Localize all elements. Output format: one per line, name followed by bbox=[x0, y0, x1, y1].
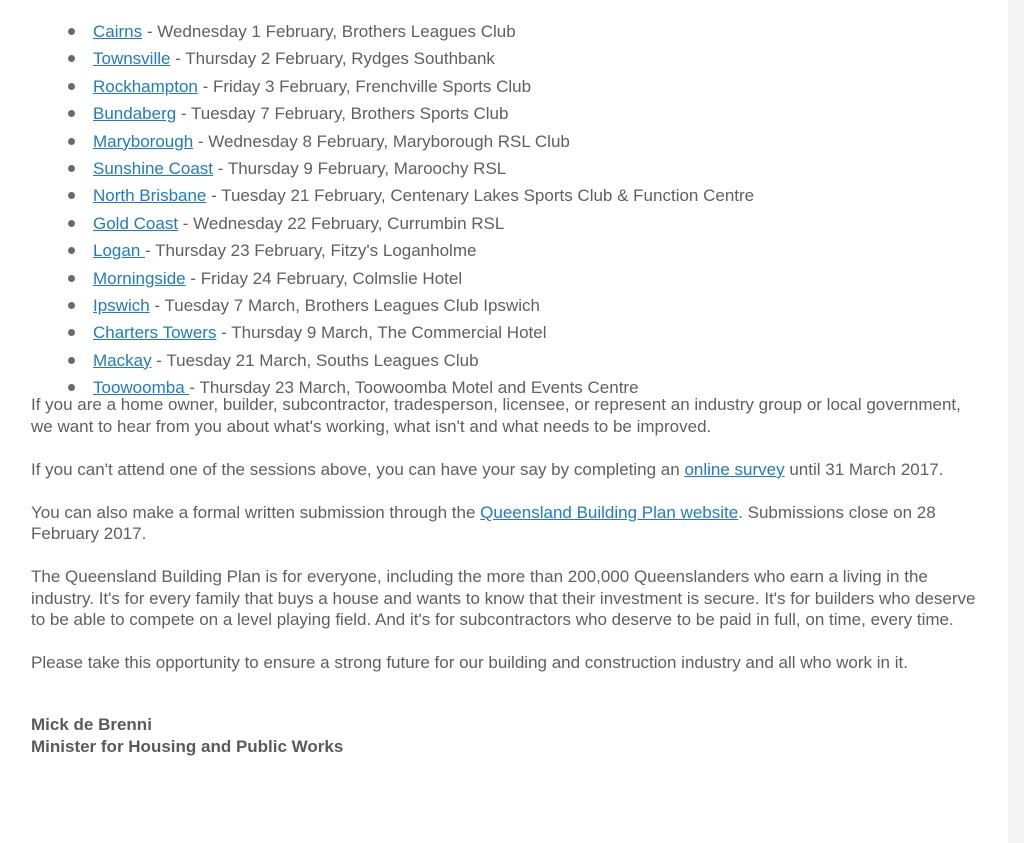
session-item bbox=[31, 128, 991, 155]
session-link-toowoomba[interactable]: Toowoomba bbox=[93, 378, 190, 398]
session-link-townsville[interactable]: Townsville bbox=[93, 49, 171, 69]
session-item bbox=[31, 182, 991, 209]
session-details: - Thursday 2 February, Rydges Southbank bbox=[170, 49, 495, 69]
submission-deadline-text: . Submissions close on 28 February 2017. bbox=[31, 502, 936, 544]
session-item bbox=[31, 45, 991, 72]
survey-paragraph bbox=[31, 459, 981, 481]
session-item bbox=[31, 292, 991, 319]
bullet-icon bbox=[68, 329, 75, 336]
session-item bbox=[31, 155, 991, 182]
session-link-gold-coast[interactable]: Gold Coast bbox=[93, 213, 179, 233]
session-details: - Thursday 9 February, Maroochy RSL bbox=[213, 158, 507, 178]
signature-title: Minister for Housing and Public Works bbox=[31, 736, 344, 756]
session-link-logan[interactable]: Logan bbox=[93, 241, 145, 261]
session-details: - Wednesday 1 February, Brothers Leagues Club bbox=[142, 22, 516, 41]
spacer bbox=[31, 480, 991, 502]
spacer bbox=[31, 674, 991, 714]
session-details: - Tuesday 7 March, Brothers Leagues Club Ipswich bbox=[149, 295, 540, 315]
session-link-cairns[interactable]: Cairns bbox=[93, 22, 143, 41]
session-details: - Tuesday 7 February, Brothers Sports Club bbox=[176, 104, 509, 124]
spacer bbox=[31, 437, 991, 459]
scroll-gutter bbox=[1008, 0, 1024, 843]
session-link-charters-towers[interactable]: Charters Towers bbox=[93, 323, 217, 343]
session-item bbox=[31, 347, 991, 374]
spacer bbox=[31, 631, 991, 653]
building-plan-website-link[interactable]: Queensland Building Plan website bbox=[480, 502, 739, 522]
session-item bbox=[31, 265, 991, 292]
session-link-bundaberg[interactable]: Bundaberg bbox=[93, 104, 177, 124]
session-link-morningside[interactable]: Morningside bbox=[93, 268, 186, 288]
survey-deadline-text: until 31 March 2017. bbox=[784, 459, 944, 479]
signature-name: Mick de Brenni bbox=[31, 714, 152, 734]
session-link-mackay[interactable]: Mackay bbox=[93, 350, 152, 370]
session-link-sunshine-coast[interactable]: Sunshine Coast bbox=[93, 158, 214, 178]
session-item bbox=[31, 374, 991, 401]
plan-paragraph: The Queensland Building Plan is for everyone, including the more than 200,000 Queenslanders who earn a living in the industry. It's for every family that buys a house and wants to know that their investment is secure. It's for builders who deserve to be able to compete on a level playing field. And it's for subcontractors who deserve to be paid in full, on time, every time. bbox=[31, 567, 976, 630]
spacer bbox=[31, 545, 991, 567]
bullet-icon bbox=[68, 357, 75, 364]
bullet-icon bbox=[68, 192, 75, 199]
bullet-icon bbox=[68, 55, 75, 62]
submission-paragraph bbox=[31, 502, 981, 545]
session-details: - Tuesday 21 February, Centenary Lakes Sports Club & Function Centre bbox=[206, 186, 755, 206]
bullet-icon bbox=[68, 138, 75, 145]
bullet-icon bbox=[68, 110, 75, 117]
session-item bbox=[31, 73, 991, 100]
session-details: - Wednesday 22 February, Currumbin RSL bbox=[178, 213, 505, 233]
survey-text: If you can't attend one of the sessions above, you can have your say by completing an bbox=[31, 459, 685, 479]
session-details: - Thursday 23 February, Fitzy's Loganholme bbox=[145, 241, 477, 261]
bullet-icon bbox=[68, 247, 75, 254]
session-details: - Tuesday 21 March, Souths Leagues Club bbox=[151, 350, 479, 370]
bullet-icon bbox=[68, 384, 75, 391]
session-item bbox=[31, 100, 991, 127]
bullet-icon bbox=[68, 83, 75, 90]
session-item bbox=[31, 210, 991, 237]
session-details: - Friday 24 February, Colmslie Hotel bbox=[185, 268, 463, 288]
session-link-north-brisbane[interactable]: North Brisbane bbox=[93, 186, 207, 206]
session-link-ipswich[interactable]: Ipswich bbox=[93, 295, 150, 315]
submission-text: You can also make a formal written submission through the bbox=[31, 502, 481, 522]
session-link-maryborough[interactable]: Maryborough bbox=[93, 131, 194, 151]
session-details: - Thursday 9 March, The Commercial Hotel bbox=[216, 323, 547, 343]
session-details: - Friday 3 February, Frenchville Sports Club bbox=[197, 76, 532, 96]
intro-paragraph: If you are a home owner, builder, subcontractor, tradesperson, licensee, or represent an industry group or local government, we want to hear from you about what's working, what isn't and what needs to be improved. bbox=[31, 395, 961, 436]
closing-paragraph: Please take this opportunity to ensure a strong future for our building and construction industry and all who work in it. bbox=[31, 653, 908, 673]
online-survey-link[interactable]: online survey bbox=[684, 459, 785, 479]
session-item bbox=[31, 319, 991, 346]
session-item bbox=[31, 237, 991, 264]
session-list bbox=[31, 18, 991, 401]
bullet-icon bbox=[68, 28, 75, 35]
bullet-icon bbox=[68, 275, 75, 282]
session-details: - Thursday 23 March, Toowoomba Motel and Events Centre bbox=[189, 378, 639, 398]
session-link-rockhampton[interactable]: Rockhampton bbox=[93, 76, 198, 96]
bullet-icon bbox=[68, 165, 75, 172]
session-details: - Wednesday 8 February, Maryborough RSL Club bbox=[193, 131, 570, 151]
bullet-icon bbox=[68, 220, 75, 227]
email-content bbox=[31, 18, 991, 758]
session-item bbox=[31, 18, 991, 45]
bullet-icon bbox=[68, 302, 75, 309]
